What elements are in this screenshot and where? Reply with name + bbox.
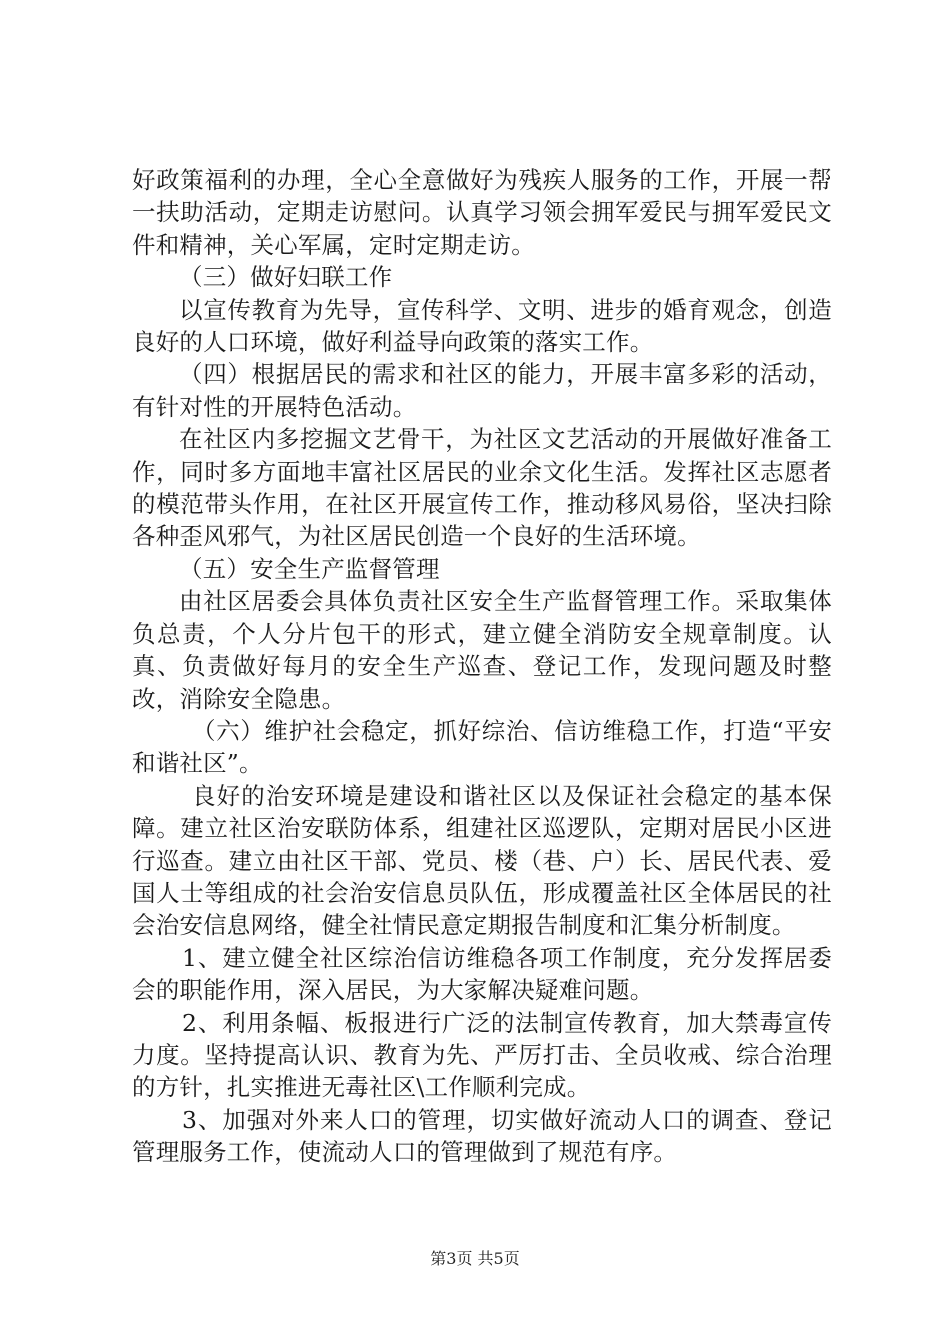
section-heading-4: （四）根据居民的需求和社区的能力，开展丰富多彩的活动，有针对性的开展特色活动。: [132, 360, 832, 421]
paragraph-continuation: 好政策福利的办理，全心全意做好为残疾人服务的工作，开展一帮一扶助活动，定期走访慰问。认真学习领会拥军爱民与拥军爱民文件和精神，关心军属，定时定期走访。: [132, 166, 832, 259]
paragraph-safety-supervision: 由社区居委会具体负责社区安全生产监督管理工作。采取集体负总责，个人分片包干的形式，建立健全消防安全规章制度。认真、负责做好每月的安全生产巡查、登记工作，发现问题及时整改，消除安全隐患。: [132, 587, 832, 713]
paragraph-cultural-activities: 在社区内多挖掘文艺骨干，为社区文艺活动的开展做好准备工作，同时多方面地丰富社区居民的业余文化生活。发挥社区志愿者的模范带头作用，在社区开展宣传工作，推动移风易俗，坚决扫除各种歪风邪气，为社区居民创造一个良好的生活环境。: [132, 425, 832, 551]
list-item-1: 1、建立健全社区综治信访维稳各项工作制度，充分发挥居委会的职能作用，深入居民，为大家解决疑难问题。: [132, 943, 832, 1005]
page-number-label: 第3页 共5页: [430, 1249, 520, 1268]
paragraph-womens-federation: 以宣传教育为先导，宣传科学、文明、进步的婚育观念，创造良好的人口环境，做好利益导向政策的落实工作。: [132, 295, 832, 357]
section-heading-5: （五）安全生产监督管理: [179, 554, 440, 583]
page-footer: [0, 1246, 950, 1269]
list-item-3: 3、加强对外来人口的管理，切实做好流动人口的调查、登记管理服务工作，使流动人口的管理做到了规范有序。: [132, 1105, 832, 1167]
paragraph-public-security: 良好的治安环境是建设和谐社区以及保证社会稳定的基本保障。建立社区治安联防体系，组建社区巡逻队，定期对居民小区进行巡查。建立由社区干部、党员、楼（巷、户）长、居民代表、爱国人士等组成的社会治安信息员队伍，形成覆盖社区全体居民的社会治安信息网络，健全社情民意定期报告制度和汇集分析制度。: [132, 781, 832, 940]
list-item-2: 2、利用条幅、板报进行广泛的法制宣传教育，加大禁毒宣传力度。坚持提高认识、教育为先、严厉打击、全员收戒、综合治理的方针，扎实推进无毒社区\工作顺利完成。: [132, 1008, 832, 1102]
document-body: [132, 164, 832, 1169]
section-heading-3: （三）做好妇联工作: [179, 263, 393, 292]
section-heading-6: （六）维护社会稳定，抓好综治、信访维稳工作，打造“平安和谐社区”。: [132, 716, 832, 778]
